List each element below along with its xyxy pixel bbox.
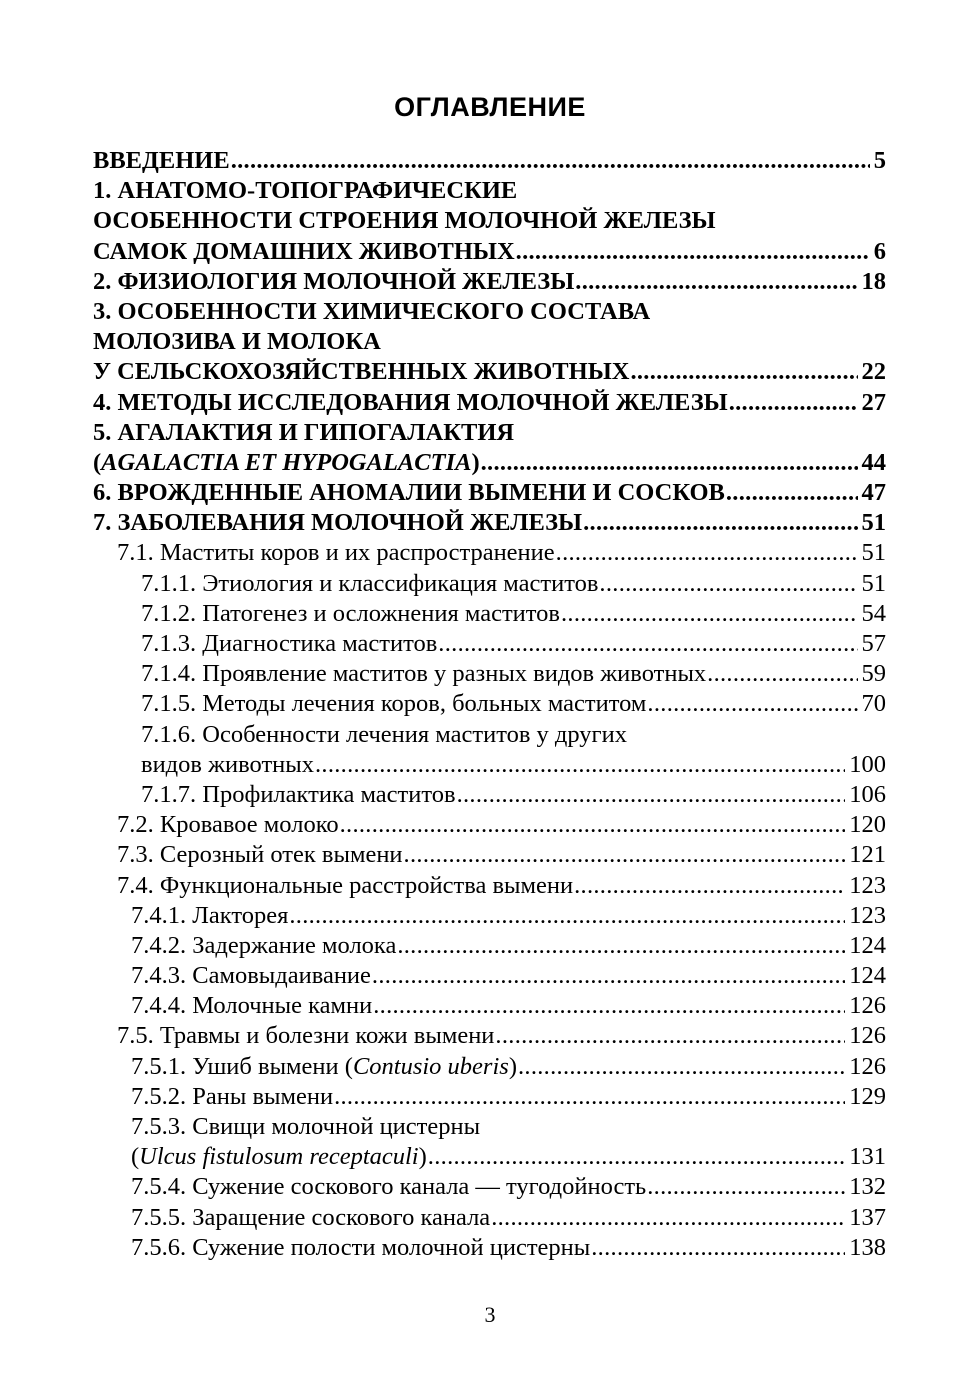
toc-entry-label: 7.2. Кровавое молоко	[117, 811, 339, 839]
toc-entry-7-5-6[interactable]	[93, 1233, 886, 1263]
toc-entry-7-1-2[interactable]	[93, 599, 886, 629]
latin-term: Ulcus fistulosum receptaculi	[139, 1143, 419, 1171]
leader-dots	[583, 508, 857, 538]
toc-entry-7-5-4[interactable]	[93, 1172, 886, 1202]
toc-entry-7-1-6[interactable]	[93, 750, 886, 780]
toc-entry-label: 7.4.1. Лакторея	[131, 901, 289, 929]
toc-entry-label: 7.1. Маститы коров и их распространение	[117, 539, 555, 567]
toc-page-number: 18	[861, 267, 886, 295]
leader-dots	[438, 629, 857, 659]
close-paren: )	[471, 448, 480, 476]
leader-dots	[457, 780, 846, 810]
toc-entry-label	[131, 1142, 427, 1172]
toc-entry-label: 3. ОСОБЕННОСТИ ХИМИЧЕСКОГО СОСТАВА	[93, 297, 651, 325]
toc-page-number: 44	[861, 448, 886, 476]
toc-entry-chapter-7[interactable]	[93, 508, 886, 538]
toc-entry-7-1-1[interactable]	[93, 569, 886, 599]
toc-entry-7-1[interactable]	[93, 538, 886, 568]
leader-dots	[491, 1203, 845, 1233]
toc-entry-7-4-2[interactable]	[93, 931, 886, 961]
toc-entry-label: 7.1.6. Особенности лечения маститов у других	[141, 720, 627, 748]
toc-entry-chapter-5[interactable]	[93, 448, 886, 478]
toc-page-number: 27	[861, 388, 886, 416]
leader-dots	[574, 871, 845, 901]
toc-entry-chapter-5-line-1	[93, 418, 886, 448]
leader-dots	[481, 448, 858, 478]
toc-entry-label: 5. АГАЛАКТИЯ И ГИПОГАЛАКТИЯ	[93, 418, 515, 446]
toc-entry-label: 7.4.2. Задержание молока	[131, 931, 397, 959]
toc-page-number: 131	[849, 1143, 886, 1171]
toc-entry-label	[93, 448, 480, 478]
toc-page-number: 126	[849, 1022, 886, 1050]
toc-entry-chapter-6[interactable]	[93, 478, 886, 508]
toc-entry-label: 7. ЗАБОЛЕВАНИЯ МОЛОЧНОЙ ЖЕЛЕЗЫ	[93, 509, 583, 537]
leader-dots	[518, 1052, 845, 1082]
toc-entry-label: ОСОБЕННОСТИ СТРОЕНИЯ МОЛОЧНОЙ ЖЕЛЕЗЫ	[93, 207, 716, 235]
toc-page-number: 54	[861, 599, 886, 627]
toc-entry-label: 1. АНАТОМО-ТОПОГРАФИЧЕСКИЕ	[93, 177, 518, 205]
toc-page-number: 124	[849, 931, 886, 959]
toc-entry-label: 7.1.3. Диагностика маститов	[141, 630, 438, 657]
toc-entry-label: У СЕЛЬСКОХОЗЯЙСТВЕННЫХ ЖИВОТНЫХ	[93, 358, 630, 386]
leader-dots	[397, 931, 845, 961]
toc-entry-label: 2. ФИЗИОЛОГИЯ МОЛОЧНОЙ ЖЕЛЕЗЫ	[93, 267, 575, 295]
open-paren: (	[131, 1143, 140, 1171]
toc-entry-label: 7.5.5. Заращение соскового канала	[131, 1203, 491, 1231]
toc-entry-chapter-1-line-2	[93, 206, 886, 236]
leader-dots	[556, 538, 858, 568]
toc-entry-7-1-6-line-1	[93, 720, 886, 750]
leader-dots	[647, 689, 857, 719]
toc-page-number: 124	[849, 962, 886, 990]
toc-page-number: 126	[849, 992, 886, 1020]
toc-page-number: 137	[849, 1203, 886, 1231]
toc-page-number: 59	[861, 660, 886, 688]
toc-entry-7-4-1[interactable]	[93, 901, 886, 931]
toc-page-number: 6	[873, 237, 886, 265]
close-paren: )	[508, 1052, 517, 1080]
toc-entry-7-1-5[interactable]	[93, 689, 886, 719]
leader-dots	[315, 750, 845, 780]
toc-page-number: 51	[861, 539, 886, 567]
toc-entry-7-4-3[interactable]	[93, 961, 886, 991]
leader-dots	[231, 146, 870, 176]
toc-entry-7-1-7[interactable]	[93, 780, 886, 810]
toc-page-number: 57	[861, 630, 886, 657]
toc-entry-7-5[interactable]	[93, 1021, 886, 1051]
toc-page-number: 121	[849, 841, 886, 869]
leader-dots	[729, 388, 858, 418]
close-paren: )	[418, 1143, 427, 1171]
toc-page-number: 51	[861, 569, 886, 597]
leader-dots	[516, 237, 870, 267]
toc-entry-label: 7.4.4. Молочные камни	[131, 992, 373, 1020]
toc-entry-label: 7.5.3. Свищи молочной цистерны	[131, 1113, 481, 1140]
toc-entry-7-5-2[interactable]	[93, 1082, 886, 1112]
label-prefix: 7.5.1. Ушиб вымени (	[131, 1052, 353, 1080]
toc-page-number: 5	[873, 147, 886, 174]
toc-entry-chapter-4[interactable]	[93, 388, 886, 418]
leader-dots	[591, 1233, 845, 1263]
toc-page-number: 106	[849, 780, 886, 808]
toc-entry-chapter-3[interactable]	[93, 357, 886, 387]
toc-entry-label: МОЛОЗИВА И МОЛОКА	[93, 328, 381, 356]
toc-entry-7-4[interactable]	[93, 871, 886, 901]
toc-page-number: 70	[861, 690, 886, 718]
toc-entry-chapter-3-line-1	[93, 297, 886, 327]
toc-entry-7-3[interactable]	[93, 840, 886, 870]
leader-dots	[707, 659, 857, 689]
leader-dots	[561, 599, 858, 629]
toc-page-number: 129	[849, 1082, 886, 1110]
toc-entry-label: 7.4. Функциональные расстройства вымени	[117, 871, 574, 899]
toc-entry-7-2[interactable]	[93, 810, 886, 840]
toc-entry-chapter-3-line-2	[93, 327, 886, 357]
leader-dots	[373, 991, 845, 1021]
latin-term: AGALACTIA ET HYPOGALACTIA	[101, 448, 472, 476]
toc-entry-label: 7.3. Серозный отек вымени	[117, 841, 403, 869]
toc-entry-label: 7.1.7. Профилактика маститов	[141, 780, 456, 808]
leader-dots	[372, 961, 845, 991]
leader-dots	[340, 810, 846, 840]
leader-dots	[647, 1172, 845, 1202]
leader-dots	[630, 357, 857, 387]
toc-entry-label: САМОК ДОМАШНИХ ЖИВОТНЫХ	[93, 237, 515, 265]
toc-entry-label: 7.4.3. Самовыдаивание	[131, 962, 371, 990]
toc-entry-chapter-1[interactable]	[93, 237, 886, 267]
page-number: 3	[484, 1302, 496, 1327]
toc-entry-chapter-2[interactable]	[93, 267, 886, 297]
leader-dots	[428, 1142, 845, 1172]
toc-entry-7-5-1[interactable]	[93, 1052, 886, 1082]
toc-entry-7-5-5[interactable]	[93, 1203, 886, 1233]
table-of-contents	[93, 146, 886, 1263]
toc-page-number: 138	[849, 1233, 886, 1261]
toc-page-number: 123	[849, 901, 886, 929]
toc-entry-7-5-3-line-1	[93, 1112, 886, 1142]
leader-dots	[289, 901, 845, 931]
toc-entry-label: 7.5.4. Сужение соскового канала — тугодойность	[131, 1173, 647, 1201]
toc-entry-label	[131, 1052, 517, 1082]
toc-entry-label: 7.1.1. Этиология и классификация маститов	[141, 569, 599, 597]
toc-entry-label: 7.5.6. Сужение полости молочной цистерны	[131, 1233, 591, 1261]
toc-entry-7-4-4[interactable]	[93, 991, 886, 1021]
page-title: ОГЛАВЛЕНИЕ	[394, 92, 586, 122]
toc-page-number: 47	[861, 479, 886, 507]
leader-dots	[575, 267, 857, 297]
toc-entry-label: ВВЕДЕНИЕ	[93, 147, 230, 174]
open-paren: (	[93, 448, 102, 476]
toc-entry-7-1-3[interactable]	[93, 629, 886, 659]
toc-entry-7-5-3[interactable]	[93, 1142, 886, 1172]
toc-page-number: 120	[849, 811, 886, 839]
toc-page-number: 22	[861, 358, 886, 386]
toc-entry-label: 7.1.5. Методы лечения коров, больных маститом	[141, 690, 647, 718]
toc-entry-7-1-4[interactable]	[93, 659, 886, 689]
toc-entry-introduction[interactable]	[93, 146, 886, 176]
toc-page-number: 123	[849, 871, 886, 899]
toc-entry-label: 4. МЕТОДЫ ИССЛЕДОВАНИЯ МОЛОЧНОЙ ЖЕЛЕЗЫ	[93, 388, 728, 416]
leader-dots	[599, 569, 857, 599]
toc-entry-label: 7.5.2. Раны вымени	[131, 1082, 334, 1110]
toc-entry-label: 7.1.4. Проявление маститов у разных видов животных	[141, 660, 707, 688]
toc-entry-label: 7.5. Травмы и болезни кожи вымени	[117, 1022, 495, 1050]
toc-page-number: 126	[849, 1052, 886, 1080]
latin-term: Contusio uberis	[352, 1052, 509, 1080]
toc-page-number: 100	[849, 750, 886, 778]
toc-entry-label: 6. ВРОЖДЕННЫЕ АНОМАЛИИ ВЫМЕНИ И СОСКОВ	[93, 479, 725, 507]
toc-entry-label: 7.1.2. Патогенез и осложнения маститов	[141, 599, 560, 627]
toc-entry-chapter-1-line-1	[93, 176, 886, 206]
toc-page-number: 51	[861, 509, 886, 537]
leader-dots	[404, 840, 846, 870]
leader-dots	[334, 1082, 845, 1112]
leader-dots	[495, 1021, 845, 1051]
toc-page-number: 132	[849, 1173, 886, 1201]
leader-dots	[726, 478, 858, 508]
toc-entry-label: видов животных	[141, 750, 314, 778]
